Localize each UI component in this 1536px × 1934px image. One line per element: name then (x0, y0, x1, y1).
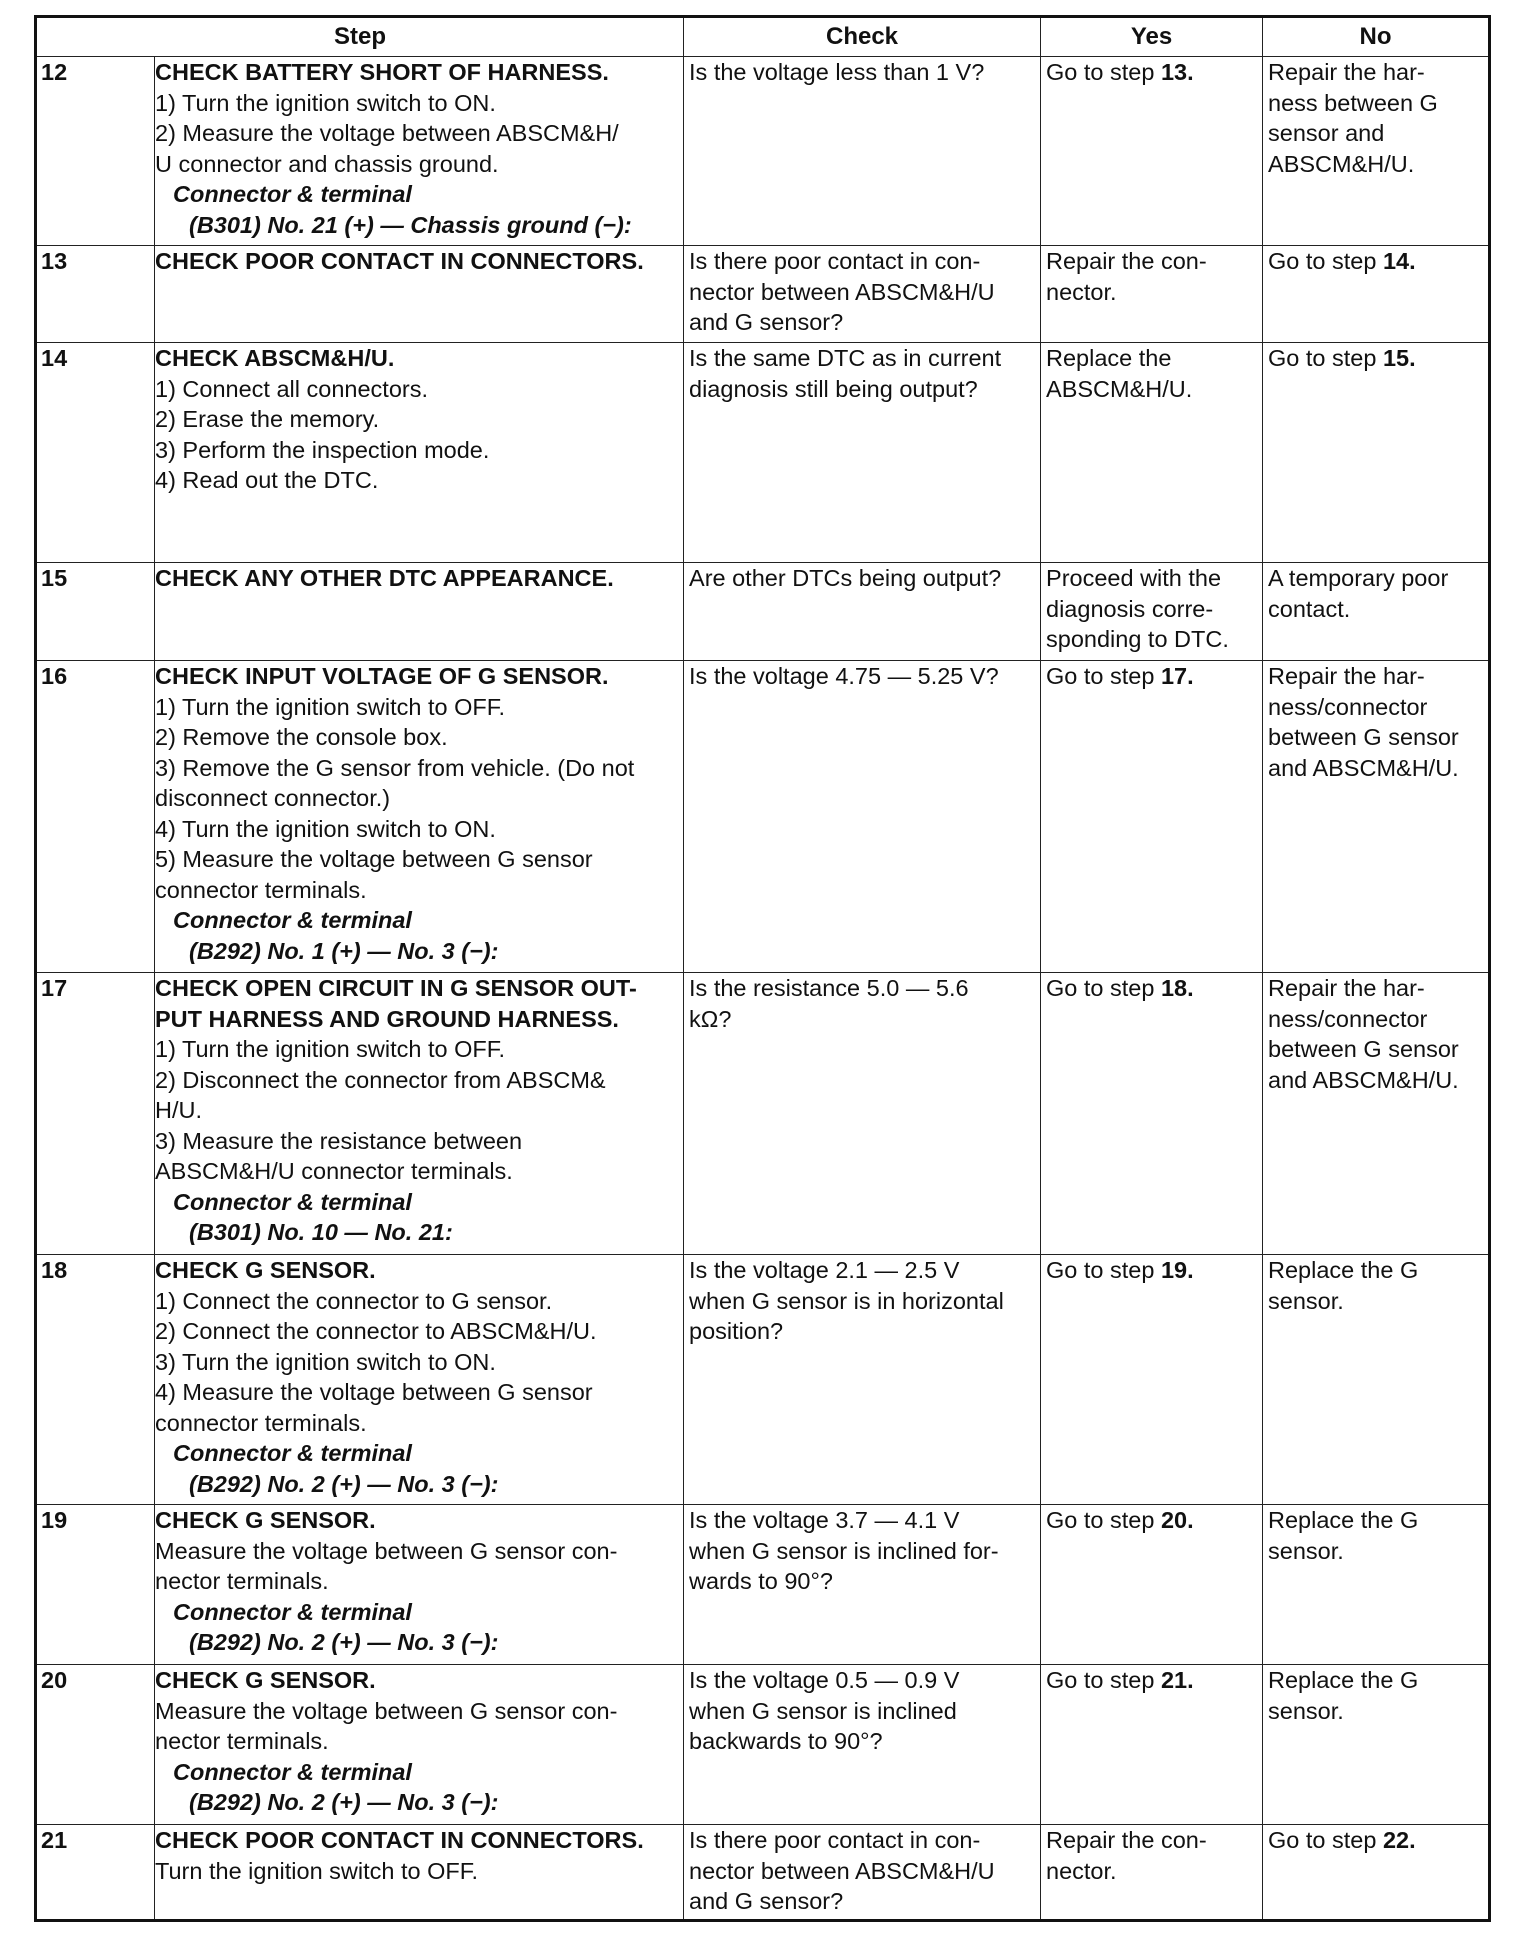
no-text: Go to step (1268, 345, 1383, 371)
step-instruction: 5) Measure the voltage between G sensor (155, 846, 593, 872)
no-header: No (1263, 17, 1490, 57)
table-row (36, 57, 1490, 246)
connector-value: (B292) No. 2 (+) — No. 3 (−): (189, 1629, 499, 1655)
no-action (1263, 661, 1490, 973)
yes-step-ref: 20. (1160, 1507, 1194, 1533)
no-action (1263, 246, 1490, 343)
step-instruction: 2) Measure the voltage between ABSCM&H/ (155, 120, 619, 146)
step-description (155, 1505, 684, 1665)
check-line: backwards to 90°? (689, 1728, 883, 1754)
no-text: and ABSCM&H/U. (1268, 754, 1459, 781)
step-instruction: 2) Disconnect the connector from ABSCM& (155, 1066, 606, 1093)
no-action (1263, 1505, 1490, 1665)
no-step-ref: 14. (1382, 248, 1416, 274)
step-instruction: 1) Turn the ignition switch to OFF. (155, 1036, 506, 1062)
step-title: CHECK G SENSOR. (155, 1507, 376, 1533)
step-instruction: 3) Turn the ignition switch to ON. (155, 1348, 496, 1375)
connector-label: Connector & terminal (173, 1440, 412, 1466)
connector-value: (B292) No. 2 (+) — No. 3 (−): (189, 1789, 499, 1815)
no-line (1268, 118, 1483, 149)
step-instruction: 1) Connect the connector to G sensor. (155, 1287, 553, 1314)
no-text: sensor. (1268, 1537, 1344, 1564)
table-row (36, 246, 1490, 343)
no-text: Repair the har- (1268, 59, 1425, 85)
step-description (155, 1825, 684, 1921)
no-line (1268, 594, 1483, 625)
yes-text: Proceed with the diagnosis corre- sponding to DTC. (1046, 565, 1229, 652)
table-row (36, 1505, 1490, 1665)
step-instruction: 1) Turn the ignition switch to OFF. (155, 693, 506, 720)
connector-label: Connector & terminal (173, 1758, 412, 1785)
yes-text: Repair the con- nector. (1046, 1827, 1207, 1884)
no-text: sensor and (1268, 120, 1385, 146)
step-instruction: 2) Remove the console box. (155, 724, 448, 750)
step-description (155, 661, 684, 973)
no-text: and ABSCM&H/U. (1268, 1066, 1459, 1093)
connector-value: (B301) No. 21 (+) — Chassis ground (−): (189, 211, 632, 238)
check-question (684, 973, 1041, 1255)
no-line (1268, 661, 1483, 692)
no-text: Replace the G (1268, 1257, 1419, 1283)
yes-step-ref: 19. (1160, 1257, 1194, 1283)
connector-label: Connector & terminal (173, 1188, 412, 1215)
no-line (1268, 1536, 1483, 1567)
step-instruction: connector terminals. (155, 1409, 367, 1436)
no-line (1268, 149, 1483, 180)
no-line (1268, 246, 1483, 277)
yes-action (1041, 1665, 1263, 1825)
check-line: and G sensor? (689, 1888, 844, 1914)
check-line: diagnosis still being output? (689, 375, 978, 402)
check-line: Is the voltage 0.5 — 0.9 V (689, 1667, 960, 1693)
step-instruction: Measure the voltage between G sensor con- (155, 1537, 618, 1564)
yes-action (1041, 661, 1263, 973)
no-action (1263, 1825, 1490, 1921)
no-line (1268, 1505, 1483, 1536)
check-question (684, 343, 1041, 563)
step-description (155, 246, 684, 343)
no-action (1263, 563, 1490, 661)
step-number: 17 (36, 973, 155, 1255)
connector-label: Connector & terminal (173, 907, 412, 933)
step-title: CHECK ANY OTHER DTC APPEARANCE. (155, 565, 614, 591)
no-text: Go to step (1268, 248, 1383, 274)
step-number: 12 (36, 57, 155, 246)
check-line: Are other DTCs being output? (689, 565, 1002, 591)
no-text: Replace the G (1268, 1667, 1419, 1693)
check-line: Is the voltage 4.75 — 5.25 V? (689, 663, 999, 689)
step-title: CHECK G SENSOR. (155, 1257, 376, 1283)
no-line (1268, 753, 1483, 784)
yes-text: Replace the ABSCM&H/U. (1046, 345, 1193, 402)
no-text: between G sensor (1268, 724, 1459, 750)
step-instruction: H/U. (155, 1097, 202, 1123)
step-description (155, 343, 684, 563)
check-line: when G sensor is inclined for- (689, 1537, 999, 1564)
step-number: 14 (36, 343, 155, 563)
yes-step-ref: 21. (1160, 1667, 1194, 1693)
check-question (684, 1825, 1041, 1921)
no-text: ness between G (1268, 89, 1438, 116)
no-text: A temporary poor (1268, 565, 1449, 591)
no-text: ness/connector (1268, 1005, 1428, 1032)
step-instruction: 3) Measure the resistance between (155, 1127, 523, 1154)
check-line: Is the same DTC as in current (689, 345, 1002, 371)
step-title: PUT HARNESS AND GROUND HARNESS. (155, 1005, 619, 1032)
step-instruction: Measure the voltage between G sensor con- (155, 1697, 618, 1724)
no-line (1268, 1286, 1483, 1317)
no-text: Repair the har- (1268, 663, 1425, 689)
check-line: when G sensor is in horizontal (689, 1287, 1004, 1314)
step-description (155, 1665, 684, 1825)
no-action (1263, 973, 1490, 1255)
check-question (684, 563, 1041, 661)
step-instruction: nector terminals. (155, 1728, 329, 1754)
header-row (36, 17, 1490, 57)
step-number: 19 (36, 1505, 155, 1665)
step-number: 13 (36, 246, 155, 343)
step-title: CHECK BATTERY SHORT OF HARNESS. (155, 59, 609, 85)
step-title: CHECK OPEN CIRCUIT IN G SENSOR OUT- (155, 975, 637, 1001)
yes-action (1041, 343, 1263, 563)
check-line: wards to 90°? (689, 1568, 833, 1594)
check-line: nector between ABSCM&H/U (689, 1857, 995, 1884)
no-line (1268, 1004, 1483, 1035)
yes-text: Go to step (1046, 1257, 1161, 1283)
step-instruction: ABSCM&H/U connector terminals. (155, 1158, 513, 1184)
yes-text: Go to step (1046, 663, 1161, 689)
no-text: sensor. (1268, 1287, 1344, 1314)
yes-action (1041, 1825, 1263, 1921)
connector-value: (B301) No. 10 — No. 21: (189, 1219, 453, 1245)
table-row (36, 1255, 1490, 1505)
check-line: Is the voltage less than 1 V? (689, 59, 985, 85)
no-line (1268, 88, 1483, 119)
step-title: CHECK INPUT VOLTAGE OF G SENSOR. (155, 663, 609, 689)
no-text: between G sensor (1268, 1036, 1459, 1062)
step-instruction: 3) Perform the inspection mode. (155, 436, 490, 463)
table-row (36, 973, 1490, 1255)
step-instruction: disconnect connector.) (155, 785, 391, 811)
step-description (155, 57, 684, 246)
no-line (1268, 1034, 1483, 1065)
no-line (1268, 1696, 1483, 1727)
no-text: Go to step (1268, 1827, 1383, 1853)
step-instruction: 4) Turn the ignition switch to ON. (155, 815, 496, 842)
connector-value: (B292) No. 2 (+) — No. 3 (−): (189, 1470, 499, 1497)
check-question (684, 1255, 1041, 1505)
no-step-ref: 15. (1382, 345, 1416, 371)
check-question (684, 246, 1041, 343)
step-description (155, 1255, 684, 1505)
yes-text: Go to step (1046, 1507, 1161, 1533)
step-number: 16 (36, 661, 155, 973)
no-line (1268, 563, 1483, 594)
no-text: ABSCM&H/U. (1268, 150, 1415, 177)
table-row (36, 661, 1490, 973)
check-question (684, 1665, 1041, 1825)
step-number: 20 (36, 1665, 155, 1825)
step-instruction: 2) Erase the memory. (155, 406, 380, 432)
step-number: 18 (36, 1255, 155, 1505)
no-line (1268, 1255, 1483, 1286)
step-instruction: 3) Remove the G sensor from vehicle. (Do not (155, 754, 635, 781)
no-step-ref: 22. (1382, 1827, 1416, 1853)
step-description (155, 563, 684, 661)
step-title: CHECK ABSCM&H/U. (155, 345, 395, 371)
step-instruction: nector terminals. (155, 1568, 329, 1594)
diagnostic-table (34, 15, 1491, 1922)
yes-header: Yes (1041, 17, 1263, 57)
step-header: Step (36, 17, 684, 57)
no-line (1268, 57, 1483, 88)
no-line (1268, 1065, 1483, 1096)
step-instruction: 1) Connect all connectors. (155, 375, 429, 402)
no-text: ness/connector (1268, 693, 1428, 720)
yes-text: Go to step (1046, 59, 1161, 85)
connector-label: Connector & terminal (173, 181, 412, 207)
check-line: and G sensor? (689, 309, 844, 335)
check-header: Check (684, 17, 1041, 57)
step-title: CHECK POOR CONTACT IN CONNECTORS. (155, 248, 644, 274)
no-action (1263, 57, 1490, 246)
check-line: Is there poor contact in con- (689, 248, 981, 274)
yes-action (1041, 246, 1263, 343)
no-line (1268, 692, 1483, 723)
yes-text: Go to step (1046, 975, 1161, 1001)
no-line (1268, 973, 1483, 1004)
check-line: Is the resistance 5.0 — 5.6 (689, 975, 969, 1001)
step-instruction: 1) Turn the ignition switch to ON. (155, 89, 496, 116)
check-question (684, 1505, 1041, 1665)
check-line: nector between ABSCM&H/U (689, 278, 995, 305)
no-line (1268, 343, 1483, 374)
check-question (684, 661, 1041, 973)
yes-action (1041, 57, 1263, 246)
step-instruction: 4) Read out the DTC. (155, 467, 379, 493)
table-row (36, 1665, 1490, 1825)
no-action (1263, 343, 1490, 563)
step-number: 15 (36, 563, 155, 661)
yes-action (1041, 973, 1263, 1255)
yes-step-ref: 13. (1160, 59, 1194, 85)
no-text: contact. (1268, 595, 1351, 622)
no-action (1263, 1255, 1490, 1505)
check-question (684, 57, 1041, 246)
no-line (1268, 1665, 1483, 1696)
check-line: Is the voltage 2.1 — 2.5 V (689, 1257, 960, 1283)
table-row (36, 563, 1490, 661)
no-line (1268, 722, 1483, 753)
no-text: Replace the G (1268, 1507, 1419, 1533)
check-line: position? (689, 1318, 784, 1344)
table-row (36, 343, 1490, 563)
yes-text: Go to step (1046, 1667, 1161, 1693)
step-number: 21 (36, 1825, 155, 1921)
step-instruction: U connector and chassis ground. (155, 150, 499, 177)
step-instruction: 2) Connect the connector to ABSCM&H/U. (155, 1318, 597, 1344)
no-line (1268, 1825, 1483, 1856)
connector-label: Connector & terminal (173, 1598, 412, 1625)
no-text: sensor. (1268, 1697, 1344, 1724)
step-instruction: connector terminals. (155, 876, 367, 903)
step-title: CHECK G SENSOR. (155, 1667, 376, 1693)
yes-text: Repair the con- nector. (1046, 248, 1207, 305)
table-row (36, 1825, 1490, 1921)
no-text: Repair the har- (1268, 975, 1425, 1001)
step-instruction: Turn the ignition switch to OFF. (155, 1857, 479, 1884)
step-title: CHECK POOR CONTACT IN CONNECTORS. (155, 1827, 644, 1853)
yes-action (1041, 563, 1263, 661)
check-line: when G sensor is inclined (689, 1697, 957, 1724)
step-description (155, 973, 684, 1255)
yes-action (1041, 1505, 1263, 1665)
check-line: Is the voltage 3.7 — 4.1 V (689, 1507, 960, 1533)
yes-action (1041, 1255, 1263, 1505)
step-instruction: 4) Measure the voltage between G sensor (155, 1379, 593, 1405)
connector-value: (B292) No. 1 (+) — No. 3 (−): (189, 937, 499, 964)
check-line: Is there poor contact in con- (689, 1827, 981, 1853)
no-action (1263, 1665, 1490, 1825)
yes-step-ref: 18. (1160, 975, 1194, 1001)
check-line: kΩ? (689, 1005, 732, 1032)
yes-step-ref: 17. (1160, 663, 1194, 689)
